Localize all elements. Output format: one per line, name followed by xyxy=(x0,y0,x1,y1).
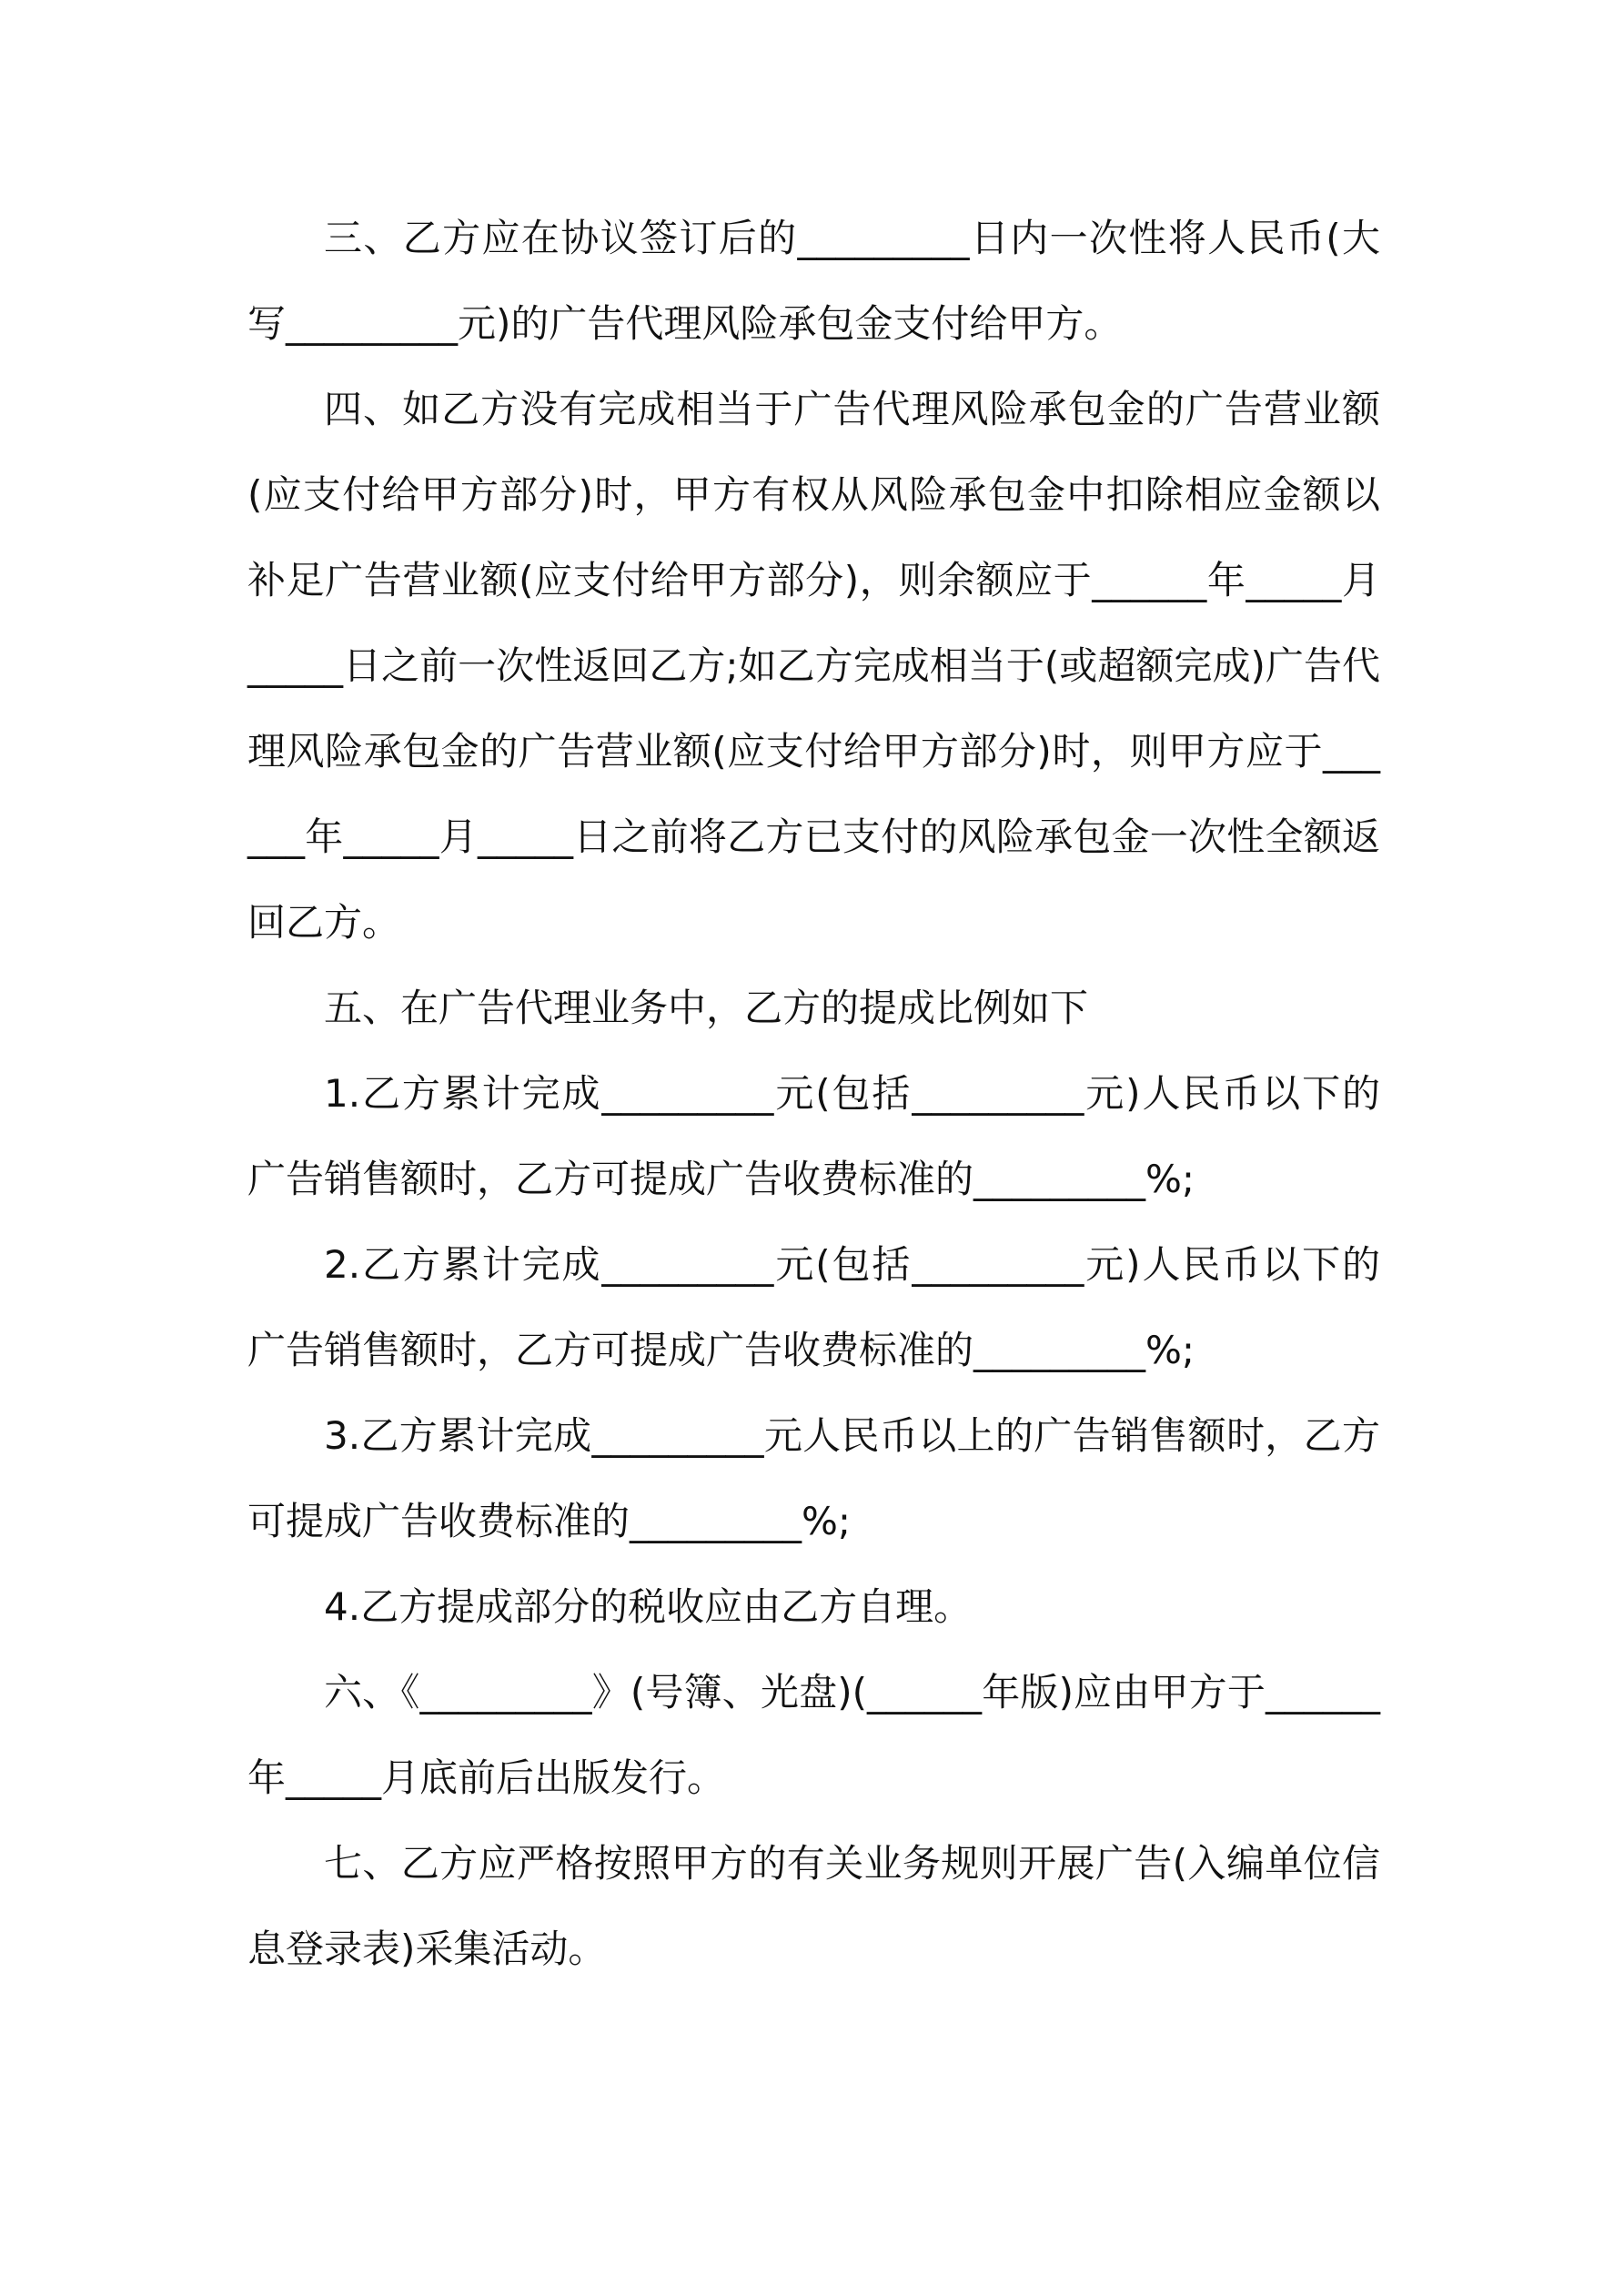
clause-four-text: 四、如乙方没有完成相当于广告代理风险承包金的广告营业额(应支付给甲方部分)时，甲方有权从风险承包金中扣除相应金额以补足广告营业额(应支付给甲方部分)，则余额应于______年_____月_____日之前一次性返回乙方;如乙方完成相当于(或超额完成)广告代理风险承包金的广告营业额(应支付给甲方部分)时，则甲方应于______年_____月_____日之前将乙方已支付的风险承包金一次性全额返回乙方。 xyxy=(247,387,1380,945)
clause-five-item-4 xyxy=(247,1564,1380,1650)
clause-six xyxy=(247,1650,1380,1821)
clause-five-item-2 xyxy=(247,1222,1380,1393)
clause-five-item-3-text: 3.乙方累计完成_________元人民币以上的广告销售额时，乙方可提成广告收费标准的_________%; xyxy=(247,1413,1380,1543)
clause-five-item-4-text: 4.乙方提成部分的税收应由乙方自理。 xyxy=(324,1584,973,1629)
clause-four xyxy=(247,367,1380,966)
clause-three xyxy=(247,196,1380,367)
document-page xyxy=(247,196,1380,1992)
clause-five-text: 五、在广告代理业务中，乙方的提成比例如下 xyxy=(324,986,1089,1030)
clause-six-text: 六、《_________》(号簿、光盘)(______年版)应由甲方于______年_____月底前后出版发行。 xyxy=(247,1670,1380,1800)
clause-five-item-1-text: 1.乙方累计完成_________元(包括_________元)人民币以下的广告销售额时，乙方可提成广告收费标准的_________%; xyxy=(247,1071,1380,1201)
clause-three-text: 三、乙方应在协议签订后的_________日内一次性将人民币(大写_________元)的广告代理风险承包金支付给甲方。 xyxy=(247,216,1380,346)
clause-five-item-1 xyxy=(247,1051,1380,1222)
clause-five-item-3 xyxy=(247,1393,1380,1564)
clause-seven-text: 七、乙方应严格按照甲方的有关业务规则开展广告(入编单位信息登录表)采集活动。 xyxy=(247,1841,1380,1971)
clause-five xyxy=(247,966,1380,1051)
clause-seven xyxy=(247,1821,1380,1992)
clause-five-item-2-text: 2.乙方累计完成_________元(包括_________元)人民币以下的广告销售额时，乙方可提成广告收费标准的_________%; xyxy=(247,1242,1380,1372)
